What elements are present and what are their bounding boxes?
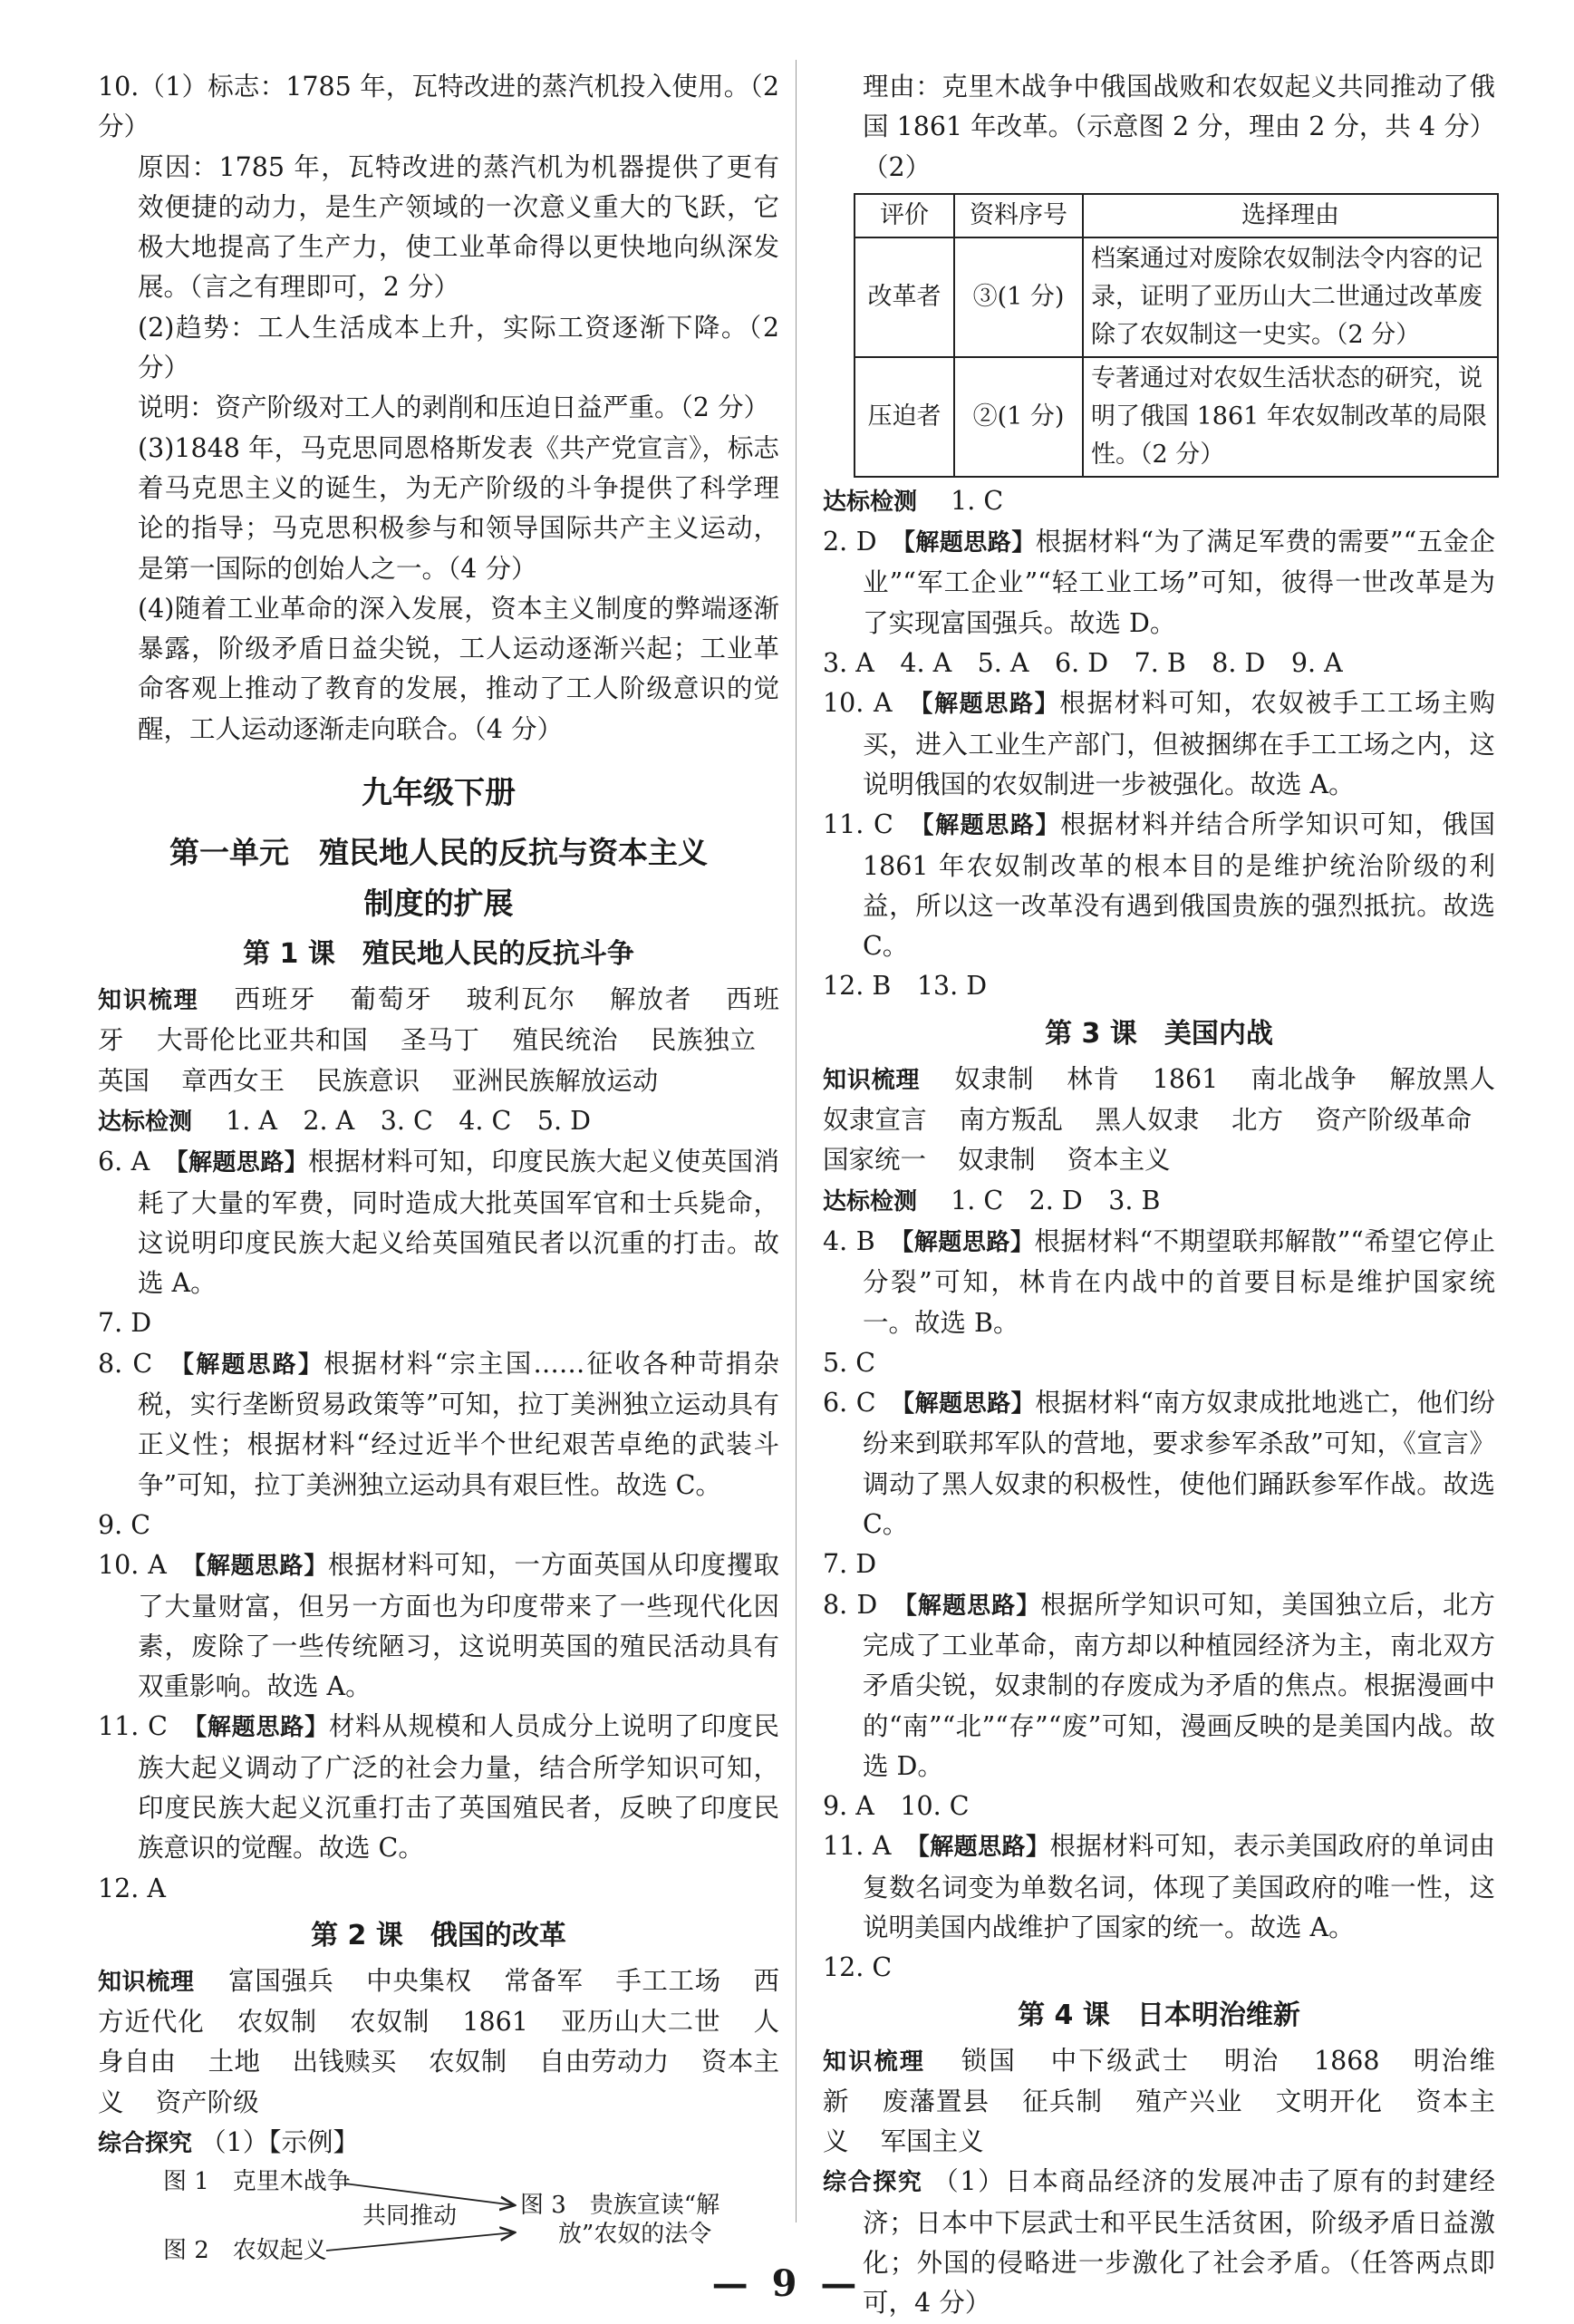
q10-part4: (4)随着工业革命的深入发展，资本主义制度的弊端逐渐暴露，阶级矛盾日益尖锐，工人运动逐渐兴起；工业革命客观上推动了教育的发展，推动了工人阶级意识的觉醒，工人运动逐渐走向联合。（4 分）	[138, 593, 779, 744]
term: 南北战争	[1251, 1063, 1357, 1094]
term: 民族意识	[316, 1065, 420, 1096]
check-label: 达标检测	[823, 488, 918, 516]
answer-item: 10. A 【解题思路】根据材料可知，农奴被手工工场主购买，进入工业生产部门，但被捆绑在手工工场之内，这说明俄国的农奴制进一步被强化。故选 A。	[823, 688, 1495, 799]
term: 中央集权	[366, 1965, 472, 1996]
page-number: — 9 —	[711, 2262, 863, 2305]
q10-part1-reason: 原因：1785 年，瓦特改进的蒸汽机为机器提供了更有效便捷的动力，是生产领域的一次意义重大的飞跃，它极大地提高了生产力，使工业革命得以更快地向纵深发展。（言之有理即可，2 分）	[138, 151, 779, 303]
diagram-arrows	[98, 2164, 779, 2272]
lesson1-title: 第 1 课 殖民地人民的反抗斗争	[243, 938, 634, 971]
table-header: 资料序号	[954, 194, 1083, 237]
lesson2-knowledge	[98, 1961, 779, 2123]
term: 解放黑人奴隶宣言	[823, 1063, 1495, 1136]
volume-title: 九年级下册	[362, 775, 516, 812]
term: 殖产兴业	[1135, 2086, 1243, 2116]
answer-item: 11. C 【解题思路】根据材料并结合所学知识可知，俄国 1861 年农奴制改革的根本目的是维护统治阶级的利益，所以这一改革没有遇到俄国贵族的强烈抵抗。故选 C。	[823, 809, 1495, 962]
answer-item: 6. A 【解题思路】根据材料可知，印度民族大起义使英国消耗了大量的军费，同时造成大批英国军官和士兵毙命，这说明印度民族大起义给英国殖民者以沉重的打击。故选 A。	[98, 1147, 779, 1299]
knowledge-label: 知识梳理	[98, 1968, 195, 1996]
term: 章西女王	[181, 1065, 285, 1096]
diagram-fig3-line2: 放”农奴的法令	[558, 2221, 712, 2249]
answer-item: 9. A 10. C	[823, 1791, 970, 1822]
unit-title-line1: 第一单元 殖民地人民的反抗与资本主义	[169, 835, 708, 871]
answer-item: 11. A 【解题思路】根据材料可知，表示美国政府的单词由复数名词变为单数名词，体现了美国政府的唯一性，这说明美国内战维护了国家的统一。故选 A。	[823, 1831, 1495, 1942]
check-label: 达标检测	[823, 1187, 918, 1215]
answer-item: 12. A	[98, 1873, 166, 1903]
lesson3-knowledge	[823, 1060, 1495, 1181]
lesson2-explore	[98, 2123, 779, 2164]
explore-text: （1）日本商品经济的发展冲击了原有的封建经济；日本中下层武士和平民生活贫困，阶级矛盾日益激化；外国的侵略进一步激化了社会矛盾。（任答两点即可，4 分）	[863, 2166, 1495, 2319]
term: 农奴制	[429, 2047, 507, 2077]
term: 西班牙	[234, 984, 317, 1015]
explore-label: 综合探究	[98, 2130, 193, 2158]
term: 黑人奴隶	[1095, 1105, 1200, 1136]
table-row	[855, 357, 1498, 477]
unit-title-line2: 制度的扩展	[363, 886, 514, 922]
term: 土地	[208, 2047, 261, 2077]
lesson3-title: 第 3 课 美国内战	[1045, 1017, 1273, 1050]
answer-item: 11. C 【解题思路】材料从规模和人员成分上说明了印度民族大起义调动了广泛的社会力量，结合所学知识可知，印度民族大起义沉重打击了英国殖民者，反映了印度民族意识的觉醒。故选 C。	[98, 1711, 779, 1864]
term: 西方近代化	[98, 1965, 779, 2038]
term: 民族独立	[650, 1025, 756, 1056]
column-divider	[796, 60, 797, 2222]
term: 富国强兵	[228, 1965, 334, 1996]
lesson1-knowledge	[98, 980, 779, 1101]
term: 资产阶级革命	[1315, 1105, 1472, 1136]
q10-part2-explain: 说明：资产阶级对工人的剥削和压迫日益严重。（2 分）	[138, 392, 769, 423]
term: 资本主义	[823, 2086, 1495, 2157]
diagram-reason: 理由：克里木战争中俄国战败和农奴起义共同推动了俄国 1861 年改革。（示意图 2 分，理由 2 分，共 4 分）	[863, 72, 1496, 142]
term: 解放者	[610, 984, 693, 1015]
term: 资本主义	[1067, 1145, 1171, 1176]
diagram-fig1: 图 1 克里木战争	[163, 2168, 351, 2196]
answer-item: 3. A 4. A 5. A 6. D 7. B 8. D 9. A	[823, 648, 1343, 679]
term: 文明开化	[1275, 2086, 1384, 2116]
knowledge-label: 知识梳理	[823, 2048, 926, 2076]
q10-part2-trend: (2)趋势：工人生活成本上升，实际工资逐渐下降。（2 分）	[138, 312, 779, 383]
term: 北方	[1231, 1105, 1284, 1136]
term: 奴隶制	[958, 1145, 1036, 1176]
answer-item: 2. D 【解题思路】根据材料“为了满足军费的需要”“五金企业”“军工企业”“轻工业工场”可知，彼得一世改革是为了实现富国强兵。故选 D。	[823, 527, 1495, 638]
answer-item: 9. C	[98, 1509, 151, 1540]
term: 1861	[1152, 1063, 1219, 1094]
answer-item: 4. B 【解题思路】根据材料“不期望联邦解散”“希望它停止分裂”可知，林肯在内战中的首要目标是维护国家统一。故选 B。	[823, 1225, 1495, 1338]
left-column	[98, 67, 779, 2272]
term: 玻利瓦尔	[466, 984, 577, 1015]
term: 国家统一	[823, 1145, 927, 1176]
term: 明治维新	[823, 2045, 1495, 2116]
part2-label: （2）	[863, 151, 932, 182]
table-cell-num: ②(1 分)	[954, 357, 1083, 477]
lesson1-check	[98, 1101, 779, 1142]
answer-item: 8. C 【解题思路】根据材料“宗主国……征收各种苛捐杂税，实行垄断贸易政策等”可知，拉丁美洲独立运动具有正义性；根据材料“经过近半个世纪艰苦卓绝的武装斗争”可知，拉丁美洲独立运动具有艰巨性。故选 C。	[98, 1348, 779, 1500]
knowledge-label: 知识梳理	[98, 987, 199, 1015]
term: 1861	[462, 2007, 528, 2038]
answer-item: 5. C	[823, 1347, 876, 1378]
term: 大哥伦比亚共和国	[156, 1025, 369, 1056]
answer-item: 7. D	[98, 1308, 152, 1339]
check-answers: 1. C	[951, 485, 1004, 516]
term: 出钱赎买	[292, 2047, 397, 2077]
diagram-fig2: 图 2 农奴起义	[163, 2237, 327, 2265]
term: 人身自由	[98, 2007, 780, 2077]
term: 常备军	[504, 1965, 584, 1996]
term: 征兵制	[1022, 2086, 1104, 2116]
diagram-middle-label: 共同推动	[362, 2203, 458, 2231]
lesson2-check	[823, 481, 1495, 522]
cause-diagram	[98, 2164, 779, 2272]
lesson4-knowledge	[823, 2041, 1495, 2163]
answer-item: 8. D 【解题思路】根据所学知识可知，美国独立后，北方完成了工业革命，南方却以种植园经济为主，南北双方矛盾尖锐，奴隶制的存废成为矛盾的焦点。根据漫画中的“南”“北”“存”“废”可知，漫画反映的是美国内战。故选 D。	[823, 1589, 1495, 1781]
term: 亚洲民族解放运动	[451, 1065, 659, 1096]
table-header: 选择理由	[1083, 194, 1498, 237]
table-row	[855, 237, 1498, 357]
term: 1868	[1313, 2045, 1380, 2076]
lesson2-title: 第 2 课 俄国的改革	[311, 1919, 566, 1951]
evaluation-table	[854, 193, 1499, 478]
table-cell-reason: 档案通过对废除农奴制法令内容的记录，证明了亚历山大二世通过改革废除了农奴制这一史实。（2 分）	[1083, 237, 1498, 357]
term: 自由劳动力	[538, 2047, 670, 2077]
term: 圣马丁	[401, 1025, 480, 1056]
arrow-fig1-to-fig3	[344, 2184, 515, 2205]
term: 农奴制	[237, 2007, 318, 2038]
q10-part1-sign: 10.（1）标志：1785 年，瓦特改进的蒸汽机投入使用。（2 分）	[98, 72, 779, 142]
answer-item: 10. A 【解题思路】根据材料可知，一方面英国从印度攫取了大量财富，但另一方面也为印度带来了一些现代化因素，废除了一些传统陋习，这说明英国的殖民活动具有双重影响。故选 A。	[98, 1550, 779, 1702]
check-label: 达标检测	[98, 1108, 193, 1136]
term: 林肯	[1067, 1063, 1120, 1094]
term: 英国	[98, 1065, 150, 1096]
term: 葡萄牙	[350, 984, 433, 1015]
term: 奴隶制	[954, 1063, 1035, 1094]
table-cell-reason: 专著通过对农奴生活状态的研究，说明了俄国 1861 年农奴制改革的局限性。（2 分）	[1083, 357, 1498, 477]
term: 锁国	[961, 2045, 1018, 2076]
term: 殖民统治	[512, 1025, 619, 1056]
right-column	[823, 67, 1495, 2324]
check-answers: 1. C 2. D 3. B	[951, 1185, 1161, 1215]
term: 中下级武士	[1050, 2045, 1191, 2076]
term: 军国主义	[880, 2126, 984, 2157]
explore-label: 综合探究	[823, 2169, 923, 2197]
lesson3-check	[823, 1181, 1495, 1222]
answer-item: 7. D	[823, 1549, 877, 1580]
term: 废藩置县	[882, 2086, 990, 2116]
term: 手工工场	[615, 1965, 721, 1996]
term: 南方叛乱	[959, 1105, 1064, 1136]
term: 农奴制	[350, 2007, 430, 2038]
term: 西班牙	[98, 984, 779, 1056]
q10-part3: (3)1848 年，马克思同恩格斯发表《共产党宣言》，标志着马克思主义的诞生，为无产阶级的斗争提供了科学理论的指导；马克思积极参与和领导国际共产主义运动，是第一国际的创始人之一。（4 分）	[138, 432, 779, 584]
term: 亚历山大二世	[560, 2007, 721, 2038]
lesson4-title: 第 4 课 日本明治维新	[1018, 1999, 1300, 2031]
term: 资产阶级	[155, 2087, 259, 2117]
table-cell-eval: 压迫者	[855, 357, 954, 477]
table-header-row	[855, 194, 1498, 237]
answer-item: 12. B 13. D	[823, 971, 988, 1002]
answer-item: 12. C	[823, 1952, 893, 1983]
term: 明治	[1223, 2045, 1280, 2076]
explore-intro: （1）【示例】	[200, 2127, 359, 2158]
table-header: 评价	[855, 194, 954, 237]
arrow-fig2-to-fig3	[326, 2232, 515, 2251]
table-cell-eval: 改革者	[855, 237, 954, 357]
answer-item: 6. C 【解题思路】根据材料“南方奴隶成批地逃亡，他们纷纷来到联邦军队的营地，要求参军杀敌”可知，《宣言》调动了黑人奴隶的积极性，使他们踊跃参军作战。故选 C。	[823, 1388, 1495, 1540]
term: 资本主义	[98, 2047, 779, 2117]
diagram-fig3-line1: 图 3 贵族宣读“解	[520, 2192, 720, 2220]
knowledge-label: 知识梳理	[823, 1066, 921, 1094]
table-cell-num: ③(1 分)	[954, 237, 1083, 357]
check-answers: 1. A 2. A 3. C 4. C 5. D	[226, 1105, 591, 1136]
